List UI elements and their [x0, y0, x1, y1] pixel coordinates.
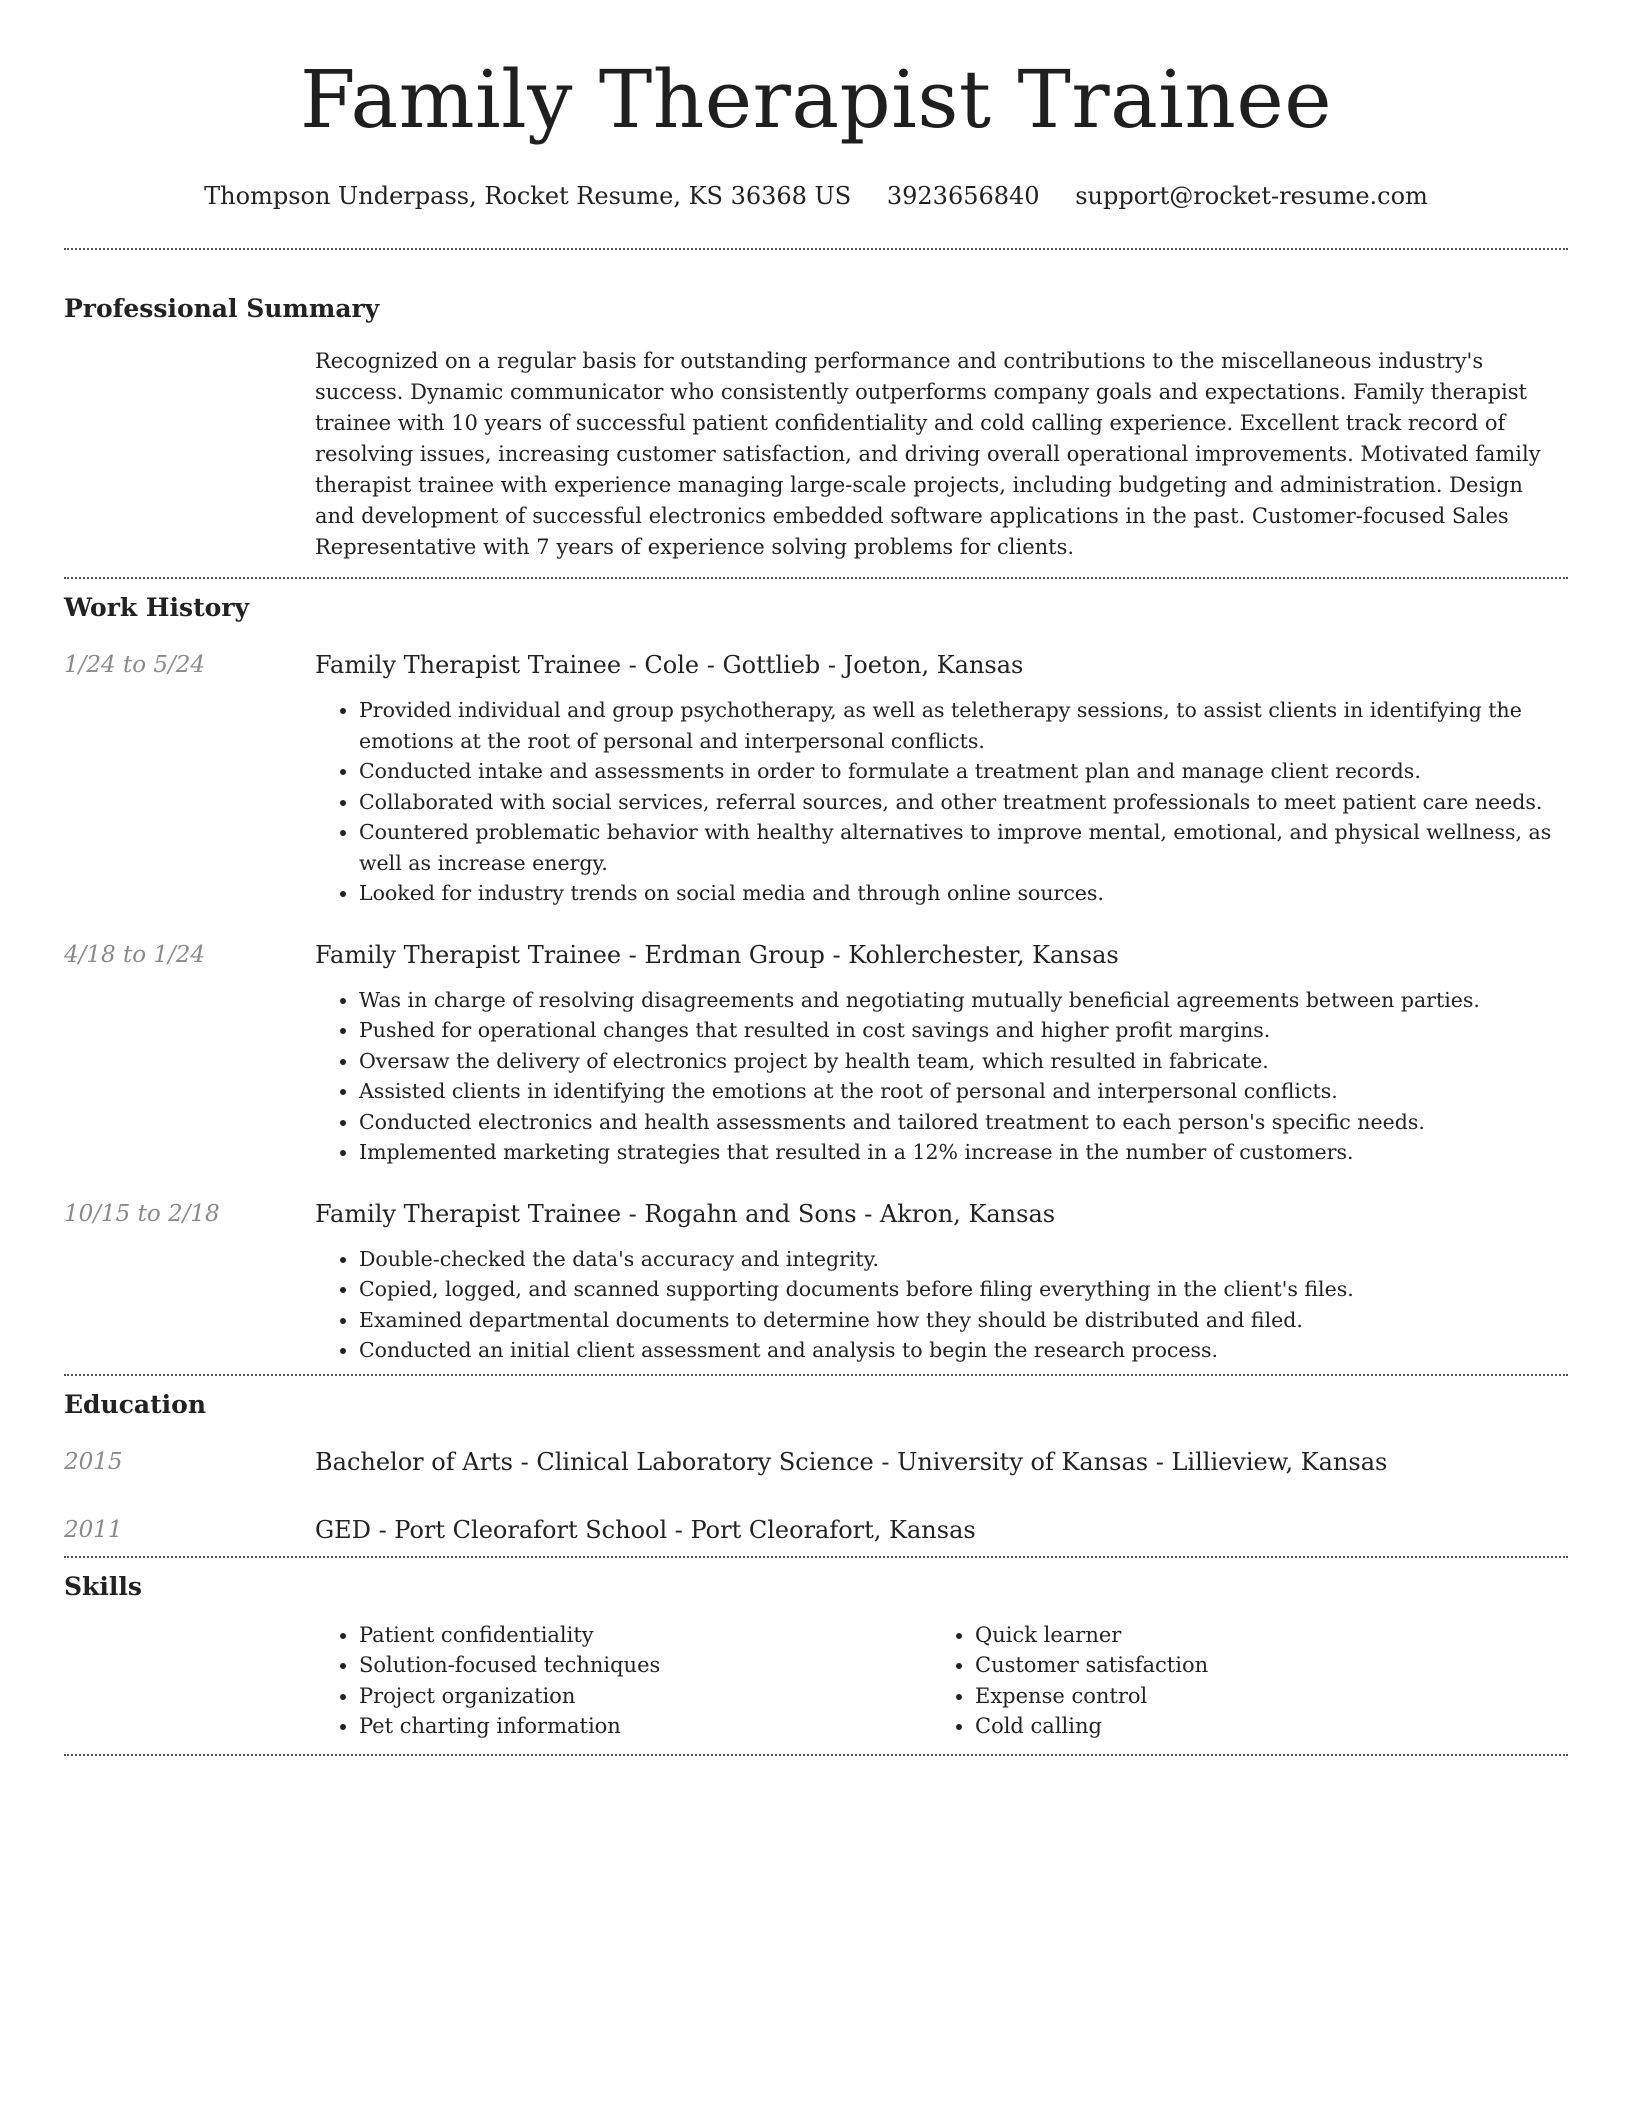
- job-heading: Family Therapist Trainee - Cole - Gottlieb - Joeton, Kansas: [315, 651, 1024, 679]
- section-divider: [64, 1556, 1568, 1558]
- job-bullets: [315, 985, 1568, 1168]
- skills-list: [931, 1620, 1547, 1742]
- job-bullet: • Double-checked the data's accuracy and integrity.: [359, 1244, 1568, 1275]
- job-bullet: • Oversaw the delivery of electronics project by health team, which resulted in fabricate.: [359, 1046, 1568, 1077]
- contact-address: Thompson Underpass, Rocket Resume, KS 36368 US: [204, 182, 852, 210]
- skill-item: • Solution-focused techniques: [359, 1650, 931, 1681]
- summary-section: [64, 292, 1568, 577]
- skill-item: • Cold calling: [975, 1711, 1547, 1742]
- skills-column-right: [931, 1620, 1547, 1742]
- skill-item: • Customer satisfaction: [975, 1650, 1547, 1681]
- job-details: [315, 1198, 1568, 1366]
- contact-phone: 3923656840: [886, 182, 1040, 210]
- section-divider: [64, 1374, 1568, 1376]
- summary-heading: Professional Summary: [64, 294, 380, 323]
- job-bullet: • Conducted an initial client assessment and analysis to begin the research process.: [359, 1335, 1568, 1366]
- job-dates: 1/24 to 5/24: [64, 652, 206, 678]
- job-bullet: • Provided individual and group psychotherapy, as well as teletherapy sessions, to assist clients in identifying the emotions at the root of personal and interpersonal conflicts.: [359, 695, 1568, 756]
- job-entry: [64, 1198, 1568, 1366]
- skills-heading: Skills: [64, 1571, 142, 1601]
- education-heading-text: GED - Port Cleorafort School - Port Cleorafort, Kansas: [315, 1515, 976, 1544]
- contact-email: support@rocket-resume.com: [1075, 182, 1428, 210]
- skill-item: • Expense control: [975, 1681, 1547, 1712]
- education-heading-text: Bachelor of Arts - Clinical Laboratory Science - University of Kansas - Lillieview, Kansas: [315, 1447, 1388, 1476]
- job-bullet: • Collaborated with social services, referral sources, and other treatment professionals to meet patient care needs.: [359, 787, 1568, 818]
- education-section: [64, 1388, 1568, 1546]
- skills-grid: [315, 1620, 1568, 1742]
- education-entry: [64, 1514, 1568, 1546]
- section-divider: [64, 577, 1568, 579]
- job-bullet: • Pushed for operational changes that resulted in cost savings and higher profit margins.: [359, 1015, 1568, 1046]
- job-bullet: • Examined departmental documents to determine how they should be distributed and filed.: [359, 1305, 1568, 1336]
- job-bullet: • Was in charge of resolving disagreements and negotiating mutually beneficial agreements between parties.: [359, 985, 1568, 1016]
- skills-list: [315, 1620, 931, 1742]
- skills-column-left: [315, 1620, 931, 1742]
- section-divider: [64, 1754, 1568, 1756]
- job-heading: Family Therapist Trainee - Rogahn and Sons - Akron, Kansas: [315, 1199, 1056, 1228]
- contact-line: [64, 180, 1568, 212]
- job-details: [315, 649, 1568, 909]
- education-entry: [64, 1446, 1568, 1478]
- job-bullet: • Conducted electronics and health assessments and tailored treatment to each person's specific needs.: [359, 1107, 1568, 1138]
- work-history-heading: Work History: [64, 593, 250, 622]
- skill-item: • Patient confidentiality: [359, 1620, 931, 1651]
- job-heading: Family Therapist Trainee - Erdman Group - Kohlerchester, Kansas: [315, 940, 1119, 969]
- job-bullets: [315, 1244, 1568, 1366]
- job-details: [315, 939, 1568, 1168]
- section-divider: [64, 248, 1568, 250]
- job-bullet: • Assisted clients in identifying the emotions at the root of personal and interpersonal conflicts.: [359, 1076, 1568, 1107]
- job-bullet: • Countered problematic behavior with healthy alternatives to improve mental, emotional, and physical wellness, as well as increase energy.: [359, 817, 1568, 878]
- skill-item: • Quick learner: [975, 1620, 1547, 1651]
- education-heading: Education: [64, 1389, 207, 1419]
- job-bullets: [315, 695, 1568, 909]
- skill-item: • Project organization: [359, 1681, 931, 1712]
- candidate-name: Family Therapist Trainee: [299, 53, 1333, 146]
- job-dates: 4/18 to 1/24: [64, 941, 206, 968]
- job-entry: [64, 939, 1568, 1168]
- job-dates: 10/15 to 2/18: [64, 1200, 220, 1227]
- work-history-section: [64, 591, 1568, 1366]
- job-bullet: • Looked for industry trends on social media and through online sources.: [359, 878, 1568, 909]
- summary-text: Recognized on a regular basis for outstanding performance and contributions to the miscellaneous industry's success. Dynamic communicator who consistently outperforms company goals and expectations. Family therapist trainee with 10 years of successful patient confidentiality and cold calling experience. Excellent track record of resolving issues, increasing customer satisfaction, and driving overall operational improvements. Motivated family therapist trainee with experience managing large-scale projects, including budgeting and administration. Design and development of successful electronics embedded software applications in the past. Customer-focused Sales Representative with 7 years of experience solving problems for clients.: [315, 349, 1541, 559]
- education-year: 2015: [64, 1448, 123, 1475]
- job-bullet: • Implemented marketing strategies that resulted in a 12% increase in the number of customers.: [359, 1137, 1568, 1168]
- job-bullet: • Conducted intake and assessments in order to formulate a treatment plan and manage client records.: [359, 756, 1568, 787]
- job-bullet: • Copied, logged, and scanned supporting documents before filing everything in the client's files.: [359, 1274, 1568, 1305]
- job-entry: [64, 649, 1568, 909]
- skill-item: • Pet charting information: [359, 1711, 931, 1742]
- education-year: 2011: [64, 1516, 123, 1543]
- skills-section: [64, 1570, 1568, 1742]
